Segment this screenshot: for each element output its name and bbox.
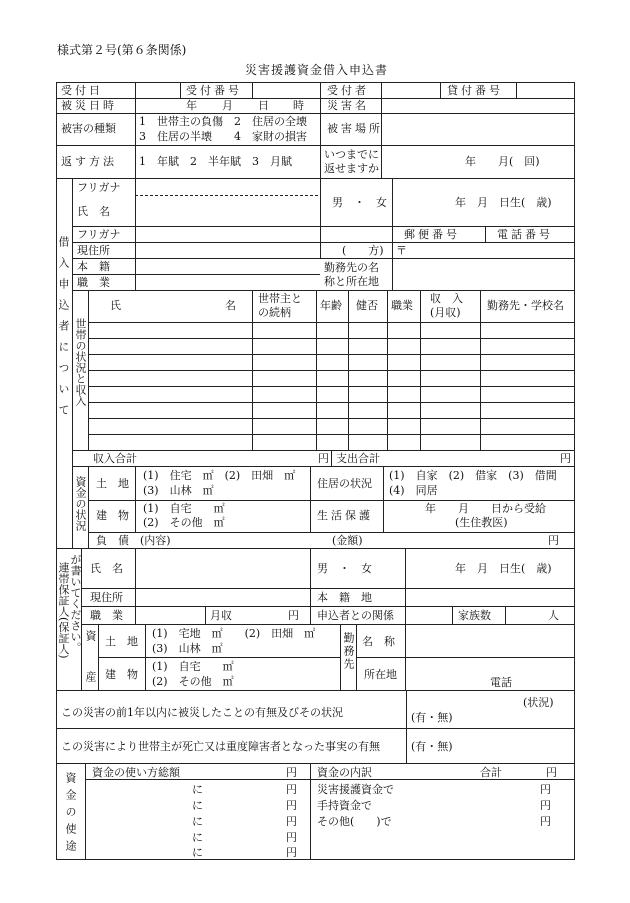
disaster-day-unit: 日 (258, 99, 269, 112)
postal-mark: 〒 (396, 244, 407, 257)
receipt-date-label: 受付日 (61, 84, 103, 97)
furigana-label-2: フリガナ (77, 228, 121, 241)
guarantor-birth: 年 月 日生( 歳) (455, 562, 552, 575)
household-col-job: 職業 (391, 299, 413, 312)
breakdown-item-3: その他( )で (317, 815, 392, 828)
breakdown-item-1: 災害援護資金で (317, 783, 394, 796)
guarantor-persons-unit: 人 (548, 609, 559, 622)
damage-options-line1: 1 世帯主の負傷 2 住居の全壊 (139, 115, 307, 128)
expense-total-yen: 円 (560, 452, 571, 465)
guarantor-section-note: が書いてください。 (69, 554, 82, 653)
breakdown-item-3-yen: 円 (540, 815, 551, 828)
guarantor-building-line2: (2) その他 ㎡ (152, 675, 234, 688)
usage-row-1: に (192, 783, 203, 796)
guarantor-domicile-label: 本 籍 地 (317, 591, 372, 604)
postal-code-label: 郵便番号 (404, 228, 460, 241)
assets-building-line1: (1) 自宅 ㎡ (143, 502, 225, 515)
guarantor-building-label: 建 物 (105, 668, 138, 681)
guarantor-land-line1: (1) 宅地 ㎡ (2) 田畑 ㎡ (152, 627, 316, 640)
guarantor-occupation-label: 職 業 (90, 609, 123, 622)
applicant-name-label: 氏 名 (77, 205, 110, 218)
usage-row-3: に (192, 815, 203, 828)
furigana-label: フリガナ (77, 181, 121, 194)
usage-total-label: 資金の使い方総額 (92, 766, 180, 779)
assets-section-label: 資金の状況 (74, 476, 87, 531)
breakdown-item-2-yen: 円 (540, 799, 551, 812)
household-head-mark: ( 方) (342, 244, 384, 257)
usage-row-2: に (192, 799, 203, 812)
guarantor-monthly-income-yen: 円 (288, 609, 299, 622)
applicant-birth: 年 月 日生( 歳) (455, 196, 552, 209)
assets-land-line2: (3) 山林 ㎡ (143, 484, 214, 497)
guarantor-relation-label: 申込者との関係 (317, 609, 394, 622)
applicant-gender: 男 ・ 女 (332, 196, 387, 209)
form-number: 様式第２号(第６条関係) (57, 43, 187, 57)
residence-line2: (4) 同居 (389, 484, 438, 497)
income-total-yen: 円 (318, 452, 329, 465)
usage-row-3-yen: 円 (286, 815, 297, 828)
income-total-label: 収入合計 (93, 452, 137, 465)
guarantor-building-line1: (1) 自宅 ㎡ (152, 660, 234, 673)
guarantor-land-line2: (3) 山林 ㎡ (152, 642, 223, 655)
household-col-name-right: 名 (225, 299, 236, 312)
phone-label: 電話番号 (497, 228, 553, 241)
debt-amount: (金額) (332, 534, 363, 547)
damage-options-line2: 3 住居の半壊 4 家財の損害 (139, 130, 307, 143)
form-title: 災害援護資金借入申込書 (245, 63, 389, 77)
usage-row-2-yen: 円 (286, 799, 297, 812)
household-col-name-left: 氏 (110, 299, 121, 312)
household-section-label: 世帯の状況と収入 (74, 318, 87, 406)
assets-land-label: 土 地 (96, 477, 129, 490)
household-col-school: 勤務先・学校名 (487, 299, 564, 312)
disaster-month-unit: 月 (222, 99, 233, 112)
past-disaster-status: (状況) (523, 696, 554, 709)
guarantor-work-label: 勤務先 (342, 632, 355, 671)
past-disaster-label: この災害の前1年以内に被災したことの有無及びその状況 (61, 706, 343, 719)
household-col-income-1: 収 入 (430, 292, 463, 305)
damage-type-label: 被害の種類 (61, 122, 116, 135)
guarantor-work-address-label: 所在地 (364, 668, 397, 681)
domicile-label: 本 籍 (77, 260, 110, 273)
household-col-relation-2: の続柄 (258, 306, 291, 319)
residence-label: 住居の状況 (317, 477, 372, 490)
residence-line1: (1) 自家 (2) 借家 (3) 借間 (389, 469, 557, 482)
breakdown-sum-yen: 円 (546, 766, 557, 779)
household-col-income-2: (月収) (430, 306, 461, 319)
usage-row-4: に (192, 831, 203, 844)
disaster-year-unit: 年 (186, 99, 197, 112)
repay-options: 1 年賦 2 半年賦 3 月賦 (139, 155, 292, 168)
disaster-hour-unit: 時 (293, 99, 304, 112)
damage-place-label: 被害場所 (327, 122, 383, 135)
address-label: 現住所 (77, 244, 110, 257)
disaster-name-label: 災害名 (327, 99, 369, 112)
assets-building-label: 建 物 (96, 509, 129, 522)
breakdown-item-1-yen: 円 (540, 783, 551, 796)
workplace-label-2: 称と所在地 (324, 275, 379, 288)
welfare-line1: 年 月 日から受給 (425, 502, 546, 515)
assets-building-line2: (2) その他 ㎡ (143, 516, 225, 529)
breakdown-label: 資金の内訳 (317, 766, 372, 779)
applicant-section-label: 借入申込者について (57, 236, 70, 425)
usage-row-5: に (192, 846, 203, 859)
usage-row-5-yen: 円 (286, 846, 297, 859)
guarantor-phone-label: 電話 (490, 676, 512, 689)
death-fact-label: この災害により世帯主が死亡又は重度障害者となった事実の有無 (61, 740, 380, 753)
guarantor-family-count-label: 家族数 (458, 609, 491, 622)
past-disaster-yes-no: (有・無) (411, 711, 453, 724)
workplace-label-1: 勤務先の名 (324, 261, 379, 274)
repay-method-label: 返す方法 (61, 155, 117, 168)
receiver-label: 受付者 (327, 84, 369, 97)
welfare-line2: (生住教医) (455, 516, 508, 529)
repay-when-value: 年 月( 回) (465, 155, 540, 168)
guarantor-work-name-label: 名 称 (362, 635, 395, 648)
usage-row-1-yen: 円 (286, 783, 297, 796)
guarantor-name-label: 氏 名 (90, 562, 123, 575)
guarantor-address-label: 現住所 (90, 591, 123, 604)
occupation-label: 職 業 (77, 276, 110, 289)
usage-section-label: 資金の使途 (64, 772, 77, 857)
repay-when-label-2: 返せますか (324, 162, 379, 175)
loan-number-label: 貸付番号 (447, 84, 503, 97)
guarantor-land-label: 土 地 (105, 635, 138, 648)
welfare-label: 生活保護 (317, 509, 373, 522)
guarantor-section-label: 連帯保証人(保証人) (57, 562, 70, 659)
repay-when-label-1: いつまでに (324, 148, 379, 161)
usage-total-yen: 円 (286, 766, 297, 779)
guarantor-assets-label: 資産 (84, 630, 97, 712)
debt-yen: 円 (548, 534, 559, 547)
breakdown-sum-label: 合計 (480, 766, 502, 779)
usage-row-4-yen: 円 (286, 831, 297, 844)
breakdown-item-2: 手持資金で (317, 799, 372, 812)
household-col-relation-1: 世帯主と (258, 292, 302, 305)
debt-content: (内容) (140, 534, 171, 547)
guarantor-monthly-income-label: 月収 (210, 609, 232, 622)
guarantor-gender: 男 ・ 女 (317, 562, 372, 575)
receipt-number-label: 受付番号 (186, 84, 242, 97)
debt-label: 負 債 (96, 534, 129, 547)
disaster-datetime-label: 被災日時 (61, 99, 117, 112)
household-col-health: 健否 (356, 299, 378, 312)
death-fact-yes-no: (有・無) (411, 740, 453, 753)
assets-land-line1: (1) 住宅 ㎡ (2) 田畑 ㎡ (143, 469, 296, 482)
household-col-age: 年齢 (320, 299, 342, 312)
expense-total-label: 支出合計 (336, 452, 380, 465)
